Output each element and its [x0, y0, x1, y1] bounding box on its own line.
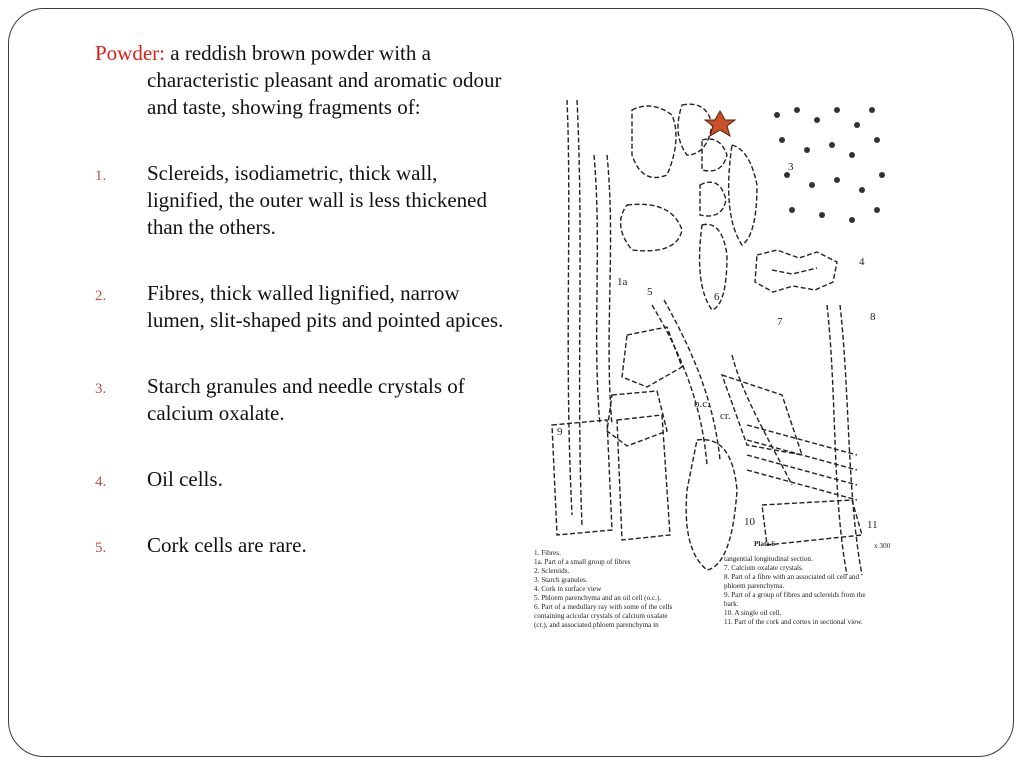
- drawing-label: 6: [714, 291, 720, 303]
- list-number: 3.: [95, 381, 107, 397]
- legend-line: bark.: [724, 600, 739, 608]
- list-item: [95, 160, 505, 241]
- legend-line: 1. Fibres.: [534, 549, 561, 557]
- legend-line: 9. Part of a group of fibres and sclereids from the: [724, 591, 866, 599]
- legend-line: 10. A single oil cell.: [724, 609, 782, 617]
- legend-line: 3. Starch granules.: [534, 576, 588, 584]
- powder-description: a reddish brown powder with a characteristic pleasant and aromatic odour and taste, showing fragments of:: [147, 41, 502, 119]
- list-text: Starch granules and needle crystals of calcium oxalate.: [147, 374, 465, 425]
- legend-line: 8. Part of a fibre with an associated oil cell and: [724, 573, 860, 581]
- list-item: [95, 373, 505, 427]
- legend-line: 5. Phloem parenchyma and an oil cell (o.c.).: [534, 594, 662, 602]
- list-item: [95, 532, 505, 559]
- drawing-label: 8: [870, 311, 876, 323]
- legend-line: 6. Part of a medullary ray with some of the cells: [534, 603, 673, 611]
- drawing-label: 4: [859, 256, 865, 268]
- drawing-label: 3: [788, 161, 794, 173]
- list-item: [95, 466, 505, 493]
- drawing-label: 10: [744, 516, 755, 528]
- plate-drawing: [532, 95, 904, 635]
- legend-line: 4. Cork in surface view: [534, 585, 602, 593]
- list-number: 2.: [95, 288, 107, 304]
- magnification-label: x 300: [874, 542, 891, 550]
- list-number: 5.: [95, 540, 107, 556]
- legend-line: containing acicular crystals of calcium oxalate: [534, 612, 668, 620]
- legend-line: 2. Sclereids.: [534, 567, 570, 575]
- drawing-label: 1a: [617, 276, 628, 288]
- drawing-label: cr.: [720, 410, 731, 422]
- list-number: 4.: [95, 474, 107, 490]
- drawing-label: 7: [777, 316, 783, 328]
- powder-label: Powder:: [95, 41, 165, 65]
- legend-line: 11. Part of the cork and cortex in sectional view.: [724, 618, 863, 626]
- plate-label: Plate 6: [754, 540, 775, 548]
- list-number: 1.: [95, 168, 107, 184]
- legend-line: 7. Calcium oxalate crystals.: [724, 564, 804, 572]
- star-marker-icon: [705, 111, 735, 136]
- legend-line: 1a. Part of a small group of fibres: [534, 558, 631, 566]
- drawing-label: 9: [557, 426, 563, 438]
- list-text: Fibres, thick walled lignified, narrow lumen, slit-shaped pits and pointed apices.: [147, 281, 504, 332]
- list-text: Oil cells.: [147, 467, 223, 491]
- intro-paragraph: [95, 40, 505, 121]
- microscopy-plate-figure: [532, 95, 904, 635]
- drawing-label: 5: [647, 286, 653, 298]
- list-item: [95, 280, 505, 334]
- drawing-label: o.c.: [694, 398, 710, 410]
- text-column: [95, 40, 505, 598]
- legend-line: phloem parenchyma.: [724, 582, 785, 590]
- legend-line: tangential longitudinal section.: [724, 555, 813, 563]
- list-text: Cork cells are rare.: [147, 533, 307, 557]
- list-text: Sclereids, isodiametric, thick wall, lignified, the outer wall is less thickened than the others.: [147, 161, 487, 239]
- legend-line: (cr.), and associated phloem parenchyma in: [534, 621, 659, 629]
- drawing-label: 11: [867, 519, 878, 531]
